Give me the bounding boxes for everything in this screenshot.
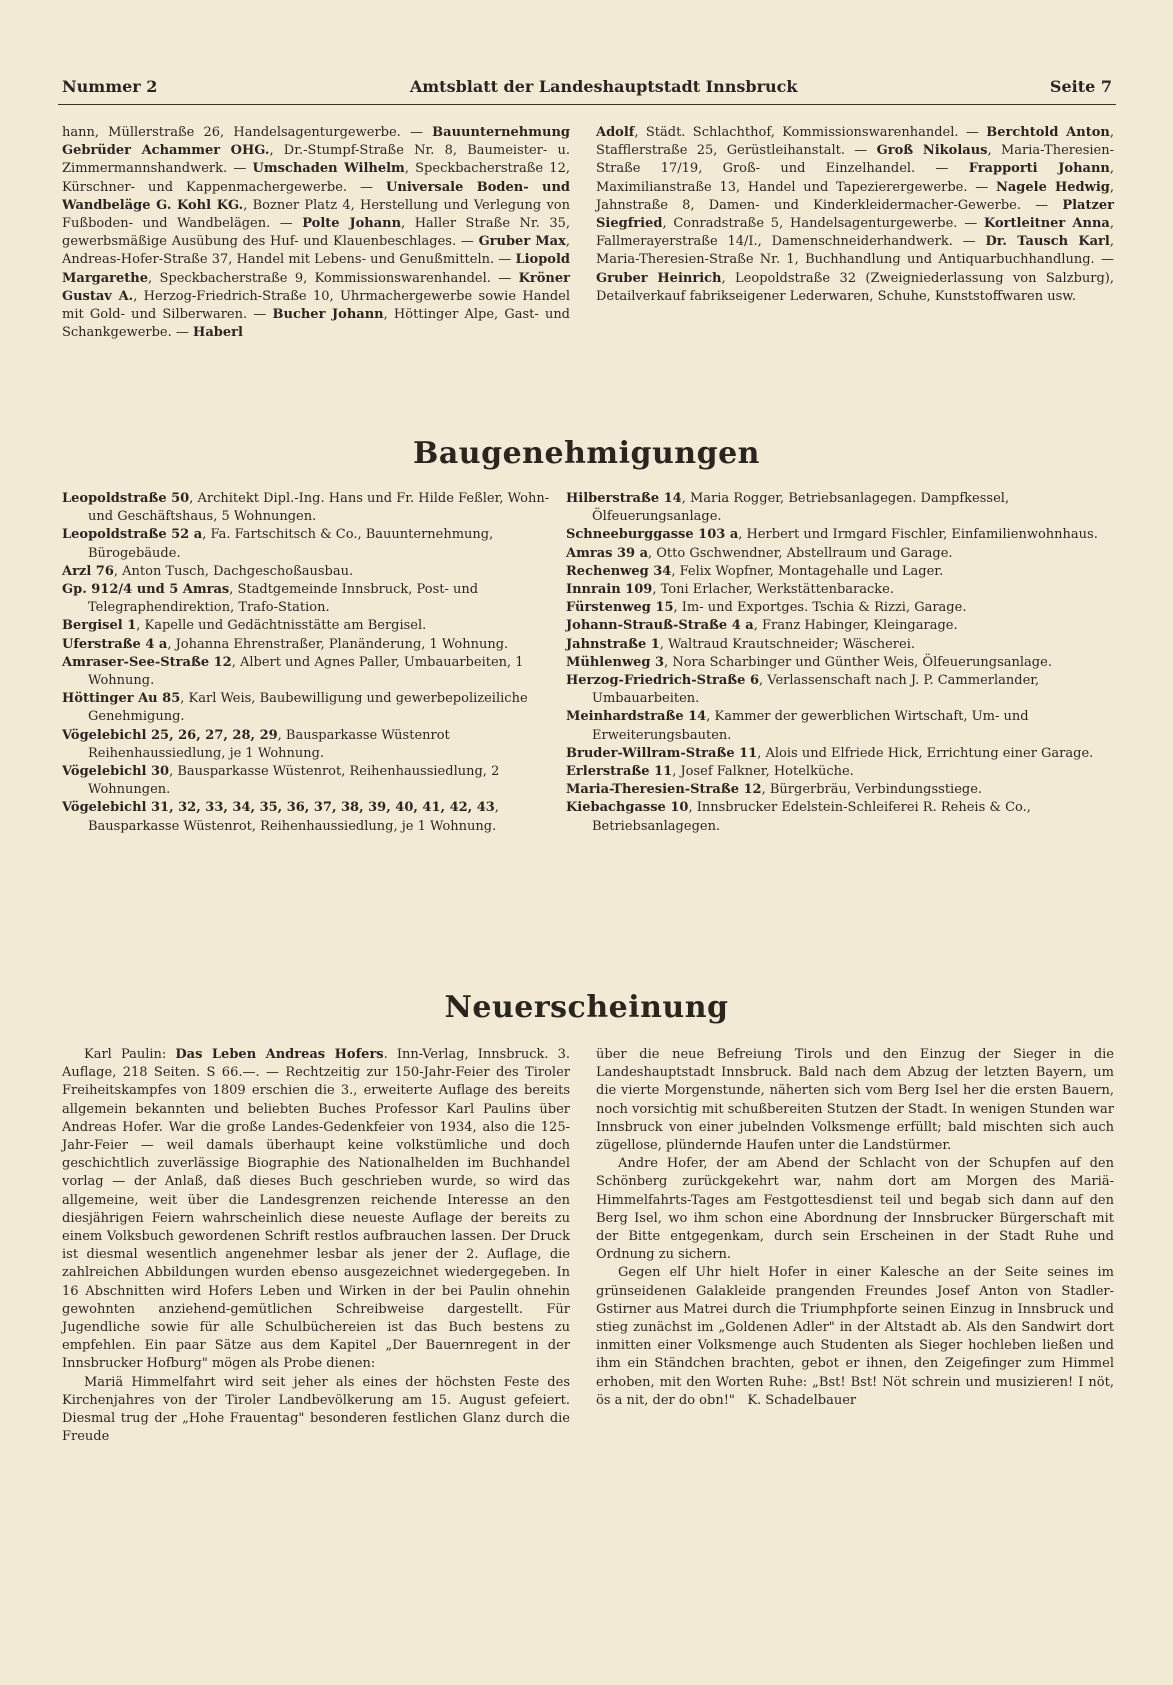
entry-name: Johann-Strauß-Straße 4 a <box>566 618 754 634</box>
building-permits-right-column <box>566 490 1114 836</box>
entry <box>596 125 986 140</box>
entry-details: , Stadtgemeinde Innsbruck, Post- und Telegraphendirektion, Trafo-Station. <box>88 582 479 616</box>
entry-name: Haberl <box>193 325 243 341</box>
entry <box>566 745 1114 763</box>
entry <box>566 599 1114 617</box>
entry-name: Innrain 109 <box>566 582 653 598</box>
entry-name: Kiebachgasse 10 <box>566 800 689 816</box>
entry <box>566 708 1114 744</box>
entry-details: , Andreas-Hofer-Straße 37, Handel mit Lebens- und Genußmitteln. — <box>62 234 570 268</box>
entry-details: , Otto Gschwendner, Abstellraum und Garage. <box>648 545 953 561</box>
entry-name: Vögelebichl 30 <box>62 764 170 780</box>
entry-name: Fürstenweg 15 <box>566 600 674 616</box>
entry <box>62 526 570 562</box>
page-header <box>62 72 1112 100</box>
entry <box>566 636 1114 654</box>
entry <box>62 727 570 763</box>
entry-details: , Herzog-Friedrich-Straße 10, Uhrmachergewerbe sowie Handel mit Gold- und Silberwaren. — <box>62 288 570 323</box>
entry-name: Berchtold Anton <box>986 125 1110 140</box>
entry-details: , Toni Erlacher, Werkstättenbaracke. <box>652 582 895 598</box>
entry <box>566 799 1114 835</box>
header-rule <box>58 104 1116 105</box>
entry-name: Rechenweg 34 <box>566 563 672 579</box>
entry-details: , Felix Wopfner, Montagehalle und Lager. <box>671 563 944 579</box>
entry <box>62 636 570 654</box>
entry-name: Umschaden Wilhelm <box>252 161 405 177</box>
entry-details: , Bausparkasse Wüstenrot, Reihenhaussiedlung, je 1 Wohnung. <box>88 800 499 834</box>
review-paragraph-1 <box>62 1046 570 1374</box>
entry-details: , Fallmerayerstraße 14/I., Damenschneiderhandwerk. — <box>596 216 1114 250</box>
entry-name: Amraser-See-Straße 12 <box>62 654 232 670</box>
entry-details: , Maria-Theresien-Straße 17/19, Groß- und Einzelhandel. — <box>596 143 1114 177</box>
entry-details: , Conradstraße 5, Handelsagenturgewerbe. — <box>662 216 984 232</box>
entry-name: Platzer Siegfried <box>596 197 1114 232</box>
entry <box>566 672 1114 708</box>
page-number: Seite 7 <box>1049 76 1112 96</box>
register-paragraph <box>62 124 570 342</box>
entry <box>62 125 432 140</box>
entry-name: Bucher Johann <box>272 307 384 323</box>
entry-name: Dr. Tausch Karl <box>985 234 1110 250</box>
book-title: Das Leben Andreas Hofers <box>175 1047 384 1062</box>
entry <box>566 545 1114 563</box>
entry-details: , Innsbrucker Edelstein-Schleiferei R. Reheis & Co., Betriebsanlagegen. <box>592 800 1031 834</box>
entry-details: , Waltraud Krautschneider; Wäscherei. <box>659 636 915 652</box>
building-permits-left-column <box>62 490 570 836</box>
entry-name: Kröner Gustav A. <box>62 270 570 304</box>
entry-details: , Herbert und Irmgard Fischler, Einfamilienwohnhaus. <box>738 527 1098 543</box>
entry-details: , Kammer der gewerblichen Wirtschaft, Um- und Erweiterungsbauten. <box>592 709 1029 743</box>
entry <box>566 526 1114 544</box>
entry <box>62 690 570 726</box>
entry <box>566 581 1114 599</box>
entry-details: , Bausparkasse Wüstenrot Reihenhaussiedlung, je 1 Wohnung. <box>88 727 450 761</box>
entry-name: Uferstraße 4 a <box>62 636 168 652</box>
entry <box>62 799 570 835</box>
entry <box>596 271 1114 304</box>
entry-name: Universale Boden- und Wandbeläge G. Kohl KG. <box>62 179 570 213</box>
entry-details: , Alois und Elfriede Hick, Errichtung einer Garage. <box>757 745 1094 761</box>
entry-name: Bauunternehmung Gebrüder Achammer OHG. <box>62 125 570 159</box>
book-review-left-column <box>62 1046 570 1446</box>
entry-details: , Kapelle und Gedächtnisstätte am Bergisel. <box>136 618 427 634</box>
entry-name: Jahnstraße 1 <box>566 636 660 652</box>
entry-details: , Speckbacherstraße 12, Kürschner- und Kappenmachergewerbe. — <box>62 161 570 195</box>
entry-details: , Bozner Platz 4, Herstellung und Verlegung von Fußboden- und Wandbelägen. — <box>62 197 570 232</box>
entry-details: , Anton Tusch, Dachgeschoßausbau. <box>113 563 354 579</box>
entry-details: , Bürgerbräu, Verbindungsstiege. <box>761 782 983 798</box>
entry <box>566 563 1114 581</box>
entry <box>566 781 1114 799</box>
entry <box>62 654 570 690</box>
entry-name: Maria-Theresien-Straße 12 <box>566 782 762 798</box>
entry-details: , Maria Rogger, Betriebsanlagegen. Dampfkessel, Ölfeuerungsanlage. <box>592 491 1010 525</box>
entry <box>566 490 1114 526</box>
entry-details: , Leopoldstraße 32 (Zweigniederlassung von Salzburg), Detailverkauf fabrikseigener Lederwaren, Schuhe, Kunststoffwaren usw. <box>596 270 1115 304</box>
entry-name: Polte Johann <box>302 216 402 232</box>
entry-details: hann, Müllerstraße 26, Handelsagenturgewerbe. — <box>62 125 433 140</box>
entry-name: Liopold Margarethe <box>62 252 570 286</box>
entry-name: Gruber Heinrich <box>596 270 722 286</box>
review-text: . Inn-Verlag, Innsbruck. 3. Auflage, 218 Seiten. S 66.—. — Rechtzeitig zur 150-Jahr-Feier des Tiroler Freiheitskampfes von 1809 erschien die 3., erweiterte Auflage des bereits allgemein bekannten und beliebten Buches Professor Karl Paulins über Andreas Hofer. War die große Landes-Gedenkfeier von 1934, also die 125-Jahr-Feier — weil damals überhaupt keine volkstümliche und doch geschichtlich zuverlässige Biographie des Nationalhelden im Buchhandel vorlag — der Anlaß, daß dieses Buch geschrieben wurde, so wird das allgemeine, weit über die Landesgrenzen reichende Interesse an den diesjährigen Feiern wahrscheinlich diese neueste Auflage der bereits zu einem Volksbuch gewordenen Schrift restlos aufbrauchen lassen. Der Druck ist diesmal wesentlich angenehmer lesbar als jener der 2. Auflage, die zahlreichen Abbildungen wurden ebenso ausgezeichnet wiedergegeben. In 16 Abschnitten wird Hofers Leben und Wirken in der bei Paulin ohnehin gewohnten anziehend-gemütlichen Schreibweise dargestellt. Für Jugendliche sowie für alle Schulbüchereien ist das Buch bestens zu empfehlen. Ein paar Sätze aus dem Kapitel „Der Bauernregent in der Innsbrucker Hofburg" mögen als Probe dienen: <box>62 1047 571 1372</box>
entry-details: , Bausparkasse Wüstenrot, Reihenhaussiedlung, 2 Wohnungen. <box>88 764 500 798</box>
entry-name: Bergisel 1 <box>62 618 137 634</box>
entry-details: , Stafflerstraße 25, Gerüstleihanstalt. — <box>596 125 1114 159</box>
entry-details: , Franz Habinger, Kleingarage. <box>753 618 958 634</box>
entry-name: Schneeburggasse 103 a <box>566 527 739 543</box>
entry-details: , Johanna Ehrenstraßer, Planänderung, 1 Wohnung. <box>167 636 509 652</box>
register-right-column <box>596 124 1114 306</box>
entry <box>62 490 570 526</box>
review-quote-paragraph-1: Mariä Himmelfahrt wird seit jeher als eines der höchsten Feste des Kirchenjahres von der Tiroler Landbevölkerung am 15. August gefeiert. Diesmal trug der „Hohe Frauentag" besonderen festlichen Glanz durch die Freude <box>62 1374 570 1445</box>
register-left-column <box>62 124 570 342</box>
entry-details: , Karl Weis, Baubewilligung und gewerbepolizeiliche Genehmigung. <box>88 691 528 725</box>
section-heading-neuerscheinung: Neuerscheinung <box>444 990 729 1025</box>
entry <box>62 617 570 635</box>
entry-details: , Jahnstraße 8, Damen- und Kinderkleidermacher-Gewerbe. — <box>596 179 1114 213</box>
entry-name: Hilberstraße 14 <box>566 491 682 506</box>
entry <box>566 654 1114 672</box>
entry-details: , Dr.-Stumpf-Straße Nr. 8, Baumeister- u. Zimmermannshandwerk. — <box>62 143 570 177</box>
entry <box>566 763 1114 781</box>
entry-details: , Nora Scharbinger und Günther Weis, Ölfeuerungsanlage. <box>664 654 1052 670</box>
entry-name: Arzl 76 <box>62 563 114 579</box>
entry-name: Frapporti Johann <box>968 161 1110 177</box>
entry-name: Amras 39 a <box>566 545 648 561</box>
entry-name: Leopoldstraße 50 <box>62 491 190 506</box>
entry-name: Meinhardstraße 14 <box>566 709 707 725</box>
entry-name: Bruder-Willram-Straße 11 <box>566 745 758 761</box>
entry-details: , Architekt Dipl.-Ing. Hans und Fr. Hilde Feßler, Wohn- und Geschäftshaus, 5 Wohnungen. <box>88 491 550 525</box>
review-quote-paragraph-3: Andre Hofer, der am Abend der Schlacht von der Schupfen auf den Schönberg zurückgekehrt war, nahm dort am Morgen des Mariä-Himmelfahrts-Tages am Festgottesdienst teil und begab sich dann auf den Berg Isel, wo ihm schon eine Abordnung der Innsbrucker Bürgerschaft mit der Bitte entgegenkam, durch sein Erscheinen in der Stadt Ruhe und Ordnung zu sichern. <box>596 1156 1114 1263</box>
entry-name: Adolf <box>596 125 635 140</box>
section-heading-baugenehmigungen: Baugenehmigungen <box>413 436 760 471</box>
entry-details: , Städt. Schlachthof, Kommissionswarenhandel. — <box>634 125 987 140</box>
entry <box>193 325 243 340</box>
review-quote-paragraph-2: über die neue Befreiung Tirols und den Einzug der Sieger in die Landeshauptstadt Innsbruck. Bald nach dem Abzug der letzten Bayern, um die vierte Morgenstunde, näherten sich vom Berg Isel her die ersten Bauern, noch vorsichtig mit schußbereiten Stutzen der Stadt. In wenigen Stunden war Innsbruck von einer jubelnden Volksmenge erfüllt; bald mischten sich auch zügellose, plündernde Haufen unter die Landstürmer. <box>596 1047 1114 1154</box>
entry-details: , Maria-Theresien-Straße Nr. 1, Buchhandlung und Antiquarbuchhandlung. — <box>596 234 1114 268</box>
entry <box>62 563 570 581</box>
entry-name: Nagele Hedwig <box>995 179 1110 195</box>
entry-name: Gp. 912/4 und 5 Amras <box>62 582 230 598</box>
publication-title: Amtsblatt der Landeshauptstadt Innsbruck <box>409 76 798 96</box>
issue-number: Nummer 2 <box>62 76 158 96</box>
review-signature: K. Schadelbauer <box>747 1392 857 1408</box>
book-review-right-column <box>596 1046 1114 1410</box>
entry-name: Kortleitner Anna <box>984 216 1110 232</box>
entry-name: Vögelebichl 31, 32, 33, 34, 35, 36, 37, 38, 39, 40, 41, 42, 43 <box>62 800 495 816</box>
entry-details: , Maximilianstraße 13, Handel und Tapezierergewerbe. — <box>596 161 1115 195</box>
review-quote-text: Gegen elf Uhr hielt Hofer in einer Kalesche an der Seite seines im grünseidenen Galakleide prangenden Freundes Josef Anton von Stadler-Gstirner aus Matrei durch die Triumphpforte seinen Einzug in Innsbruck und stieg zunächst im „Goldenen Adler" in der Altstadt ab. Als den Sandwirt dort inmitten einer Volksmenge auch Studenten als Sieger hochleben ließen und ihm ein Ständchen brachten, gebot er ihnen, den Zeigefinger zum Himmel erhoben, mit den Worten Ruhe: „Bst! Bst! Nöt schrein und musizieren! I nöt, ös a nit, der do obn!" <box>596 1265 1114 1408</box>
entry-name: Vögelebichl 25, 26, 27, 28, 29 <box>62 727 278 743</box>
register-paragraph <box>596 124 1114 306</box>
entry-details: , Haller Straße Nr. 35, gewerbsmäßige Ausübung des Huf- und Klauenbeschlages. — <box>62 216 571 250</box>
entry-details: , Fa. Fartschitsch & Co., Bauunternehmung, Bürogebäude. <box>88 527 494 561</box>
entry-details: , Albert und Agnes Paller, Umbauarbeiten, 1 Wohnung. <box>88 654 524 689</box>
entry-name: Groß Nikolaus <box>876 143 988 159</box>
entry-details: , Im- und Exportges. Tschia & Rizzi, Garage. <box>673 600 967 616</box>
entry <box>62 581 570 617</box>
entry-details: , Josef Falkner, Hotelküche. <box>672 764 854 780</box>
entry-name: Erlerstraße 11 <box>566 764 673 780</box>
entry-details: , Speckbacherstraße 9, Kommissionswarenhandel. — <box>148 270 519 286</box>
entry <box>62 763 570 799</box>
entry-name: Herzog-Friedrich-Straße 6 <box>566 673 760 689</box>
review-author: Karl Paulin: <box>84 1047 176 1062</box>
entry-name: Gruber Max <box>478 234 566 250</box>
entry-details: , Verlassenschaft nach J. P. Cammerlander, Umbauarbeiten. <box>592 673 1040 707</box>
entry-name: Höttinger Au 85 <box>62 691 181 707</box>
entry <box>566 617 1114 635</box>
entry-name: Leopoldstraße 52 a <box>62 527 203 543</box>
entry-name: Mühlenweg 3 <box>566 654 665 670</box>
entry-details: , Höttinger Alpe, Gast- und Schankgewerbe. — <box>62 307 571 341</box>
review-quote-paragraph-4 <box>596 1264 1114 1410</box>
